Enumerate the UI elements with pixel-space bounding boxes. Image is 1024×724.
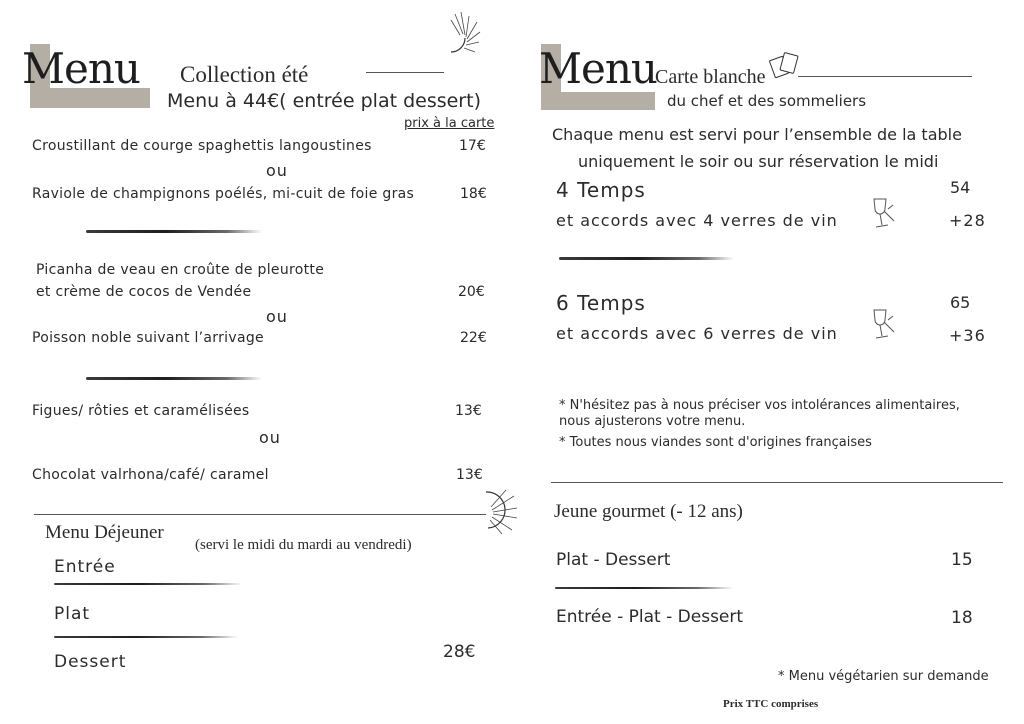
section-divider xyxy=(559,257,734,260)
option-price: 54 xyxy=(950,178,971,197)
wine-glass-icon xyxy=(866,195,896,233)
allergy-note-continued: nous ajusterons votre menu. xyxy=(559,414,746,429)
dejeuner-note: (servi le midi du mardi au vendredi) xyxy=(195,537,412,553)
dejeuner-item: Plat xyxy=(54,604,91,624)
allergy-note: * N'hésitez pas à nous préciser vos intolérances alimentaires, xyxy=(559,398,960,413)
jeune-item: Entrée - Plat - Dessert xyxy=(556,607,744,627)
dejeuner-item: Dessert xyxy=(54,652,127,672)
dish-name-continued: et crème de cocos de Vendée xyxy=(36,284,252,300)
carte-blanche-title: Carte blanche xyxy=(655,66,766,88)
dish-name: Chocolat valrhona/café/ caramel xyxy=(32,467,269,483)
dish-price: 13€ xyxy=(456,467,483,483)
section-divider xyxy=(86,377,262,380)
title-rule xyxy=(798,76,972,77)
dish-name: Poisson noble suivant l’arrivage xyxy=(32,330,264,346)
section-divider xyxy=(86,230,262,233)
collection-title: Collection été xyxy=(180,62,309,87)
option-pairing-price: +28 xyxy=(949,211,986,230)
option-pairing-price: +36 xyxy=(949,326,986,345)
item-underline xyxy=(54,636,238,638)
dejeuner-title: Menu Déjeuner xyxy=(45,522,164,543)
dish-price: 20€ xyxy=(458,284,485,300)
prix-ttc-note: Prix TTC comprises xyxy=(723,698,819,710)
dish-name: Figues/ rôties et caramélisées xyxy=(32,403,250,419)
vegetarian-note: * Menu végétarien sur demande xyxy=(778,669,989,684)
prix-carte-label: prix à la carte xyxy=(404,116,495,131)
jeune-gourmet-title: Jeune gourmet (- 12 ans) xyxy=(554,501,743,522)
origin-note: * Toutes nous viandes sont d'origines françaises xyxy=(559,435,872,450)
dish-name: Croustillant de courge spaghettis langoustines xyxy=(32,138,372,154)
dish-name: Raviole de champignons poélés, mi-cuit de foie gras xyxy=(32,186,415,202)
menu-heading: Menu xyxy=(539,44,657,93)
jeune-top-rule xyxy=(551,482,1003,483)
option-title: 6 Temps xyxy=(556,291,646,315)
title-rule xyxy=(366,72,444,73)
or-separator: ou xyxy=(266,161,288,180)
dejeuner-price: 28€ xyxy=(443,642,476,662)
sun-rays-icon xyxy=(447,12,481,56)
option-pairing: et accords avec 6 verres de vin xyxy=(556,324,838,343)
option-title: 4 Temps xyxy=(556,178,646,202)
dish-price: 17€ xyxy=(459,138,486,154)
item-underline xyxy=(54,583,242,585)
dish-price: 22€ xyxy=(460,330,487,346)
intro-text: Chaque menu est servi pour l’ensemble de la table xyxy=(552,125,962,144)
option-price: 65 xyxy=(950,293,971,312)
menu-heading: Menu xyxy=(22,44,140,93)
dish-name: Picanha de veau en croûte de pleurotte xyxy=(36,262,325,278)
playing-cards-icon xyxy=(768,50,802,80)
dish-price: 13€ xyxy=(455,403,482,419)
dejeuner-top-rule xyxy=(34,514,486,515)
item-underline xyxy=(555,587,733,589)
sun-rays-icon xyxy=(484,488,518,534)
jeune-item: Plat - Dessert xyxy=(556,550,671,570)
intro-text: uniquement le soir ou sur réservation le midi xyxy=(578,152,939,171)
menu-subtitle: Menu à 44€( entrée plat dessert) xyxy=(167,90,481,112)
dejeuner-item: Entrée xyxy=(54,557,116,577)
dish-price: 18€ xyxy=(460,186,487,202)
jeune-price: 15 xyxy=(951,550,973,570)
option-pairing: et accords avec 4 verres de vin xyxy=(556,211,838,230)
carte-blanche-subtitle: du chef et des sommeliers xyxy=(667,92,867,110)
or-separator: ou xyxy=(266,307,288,326)
or-separator: ou xyxy=(259,428,281,447)
jeune-price: 18 xyxy=(951,608,973,628)
wine-glass-icon xyxy=(866,306,896,344)
